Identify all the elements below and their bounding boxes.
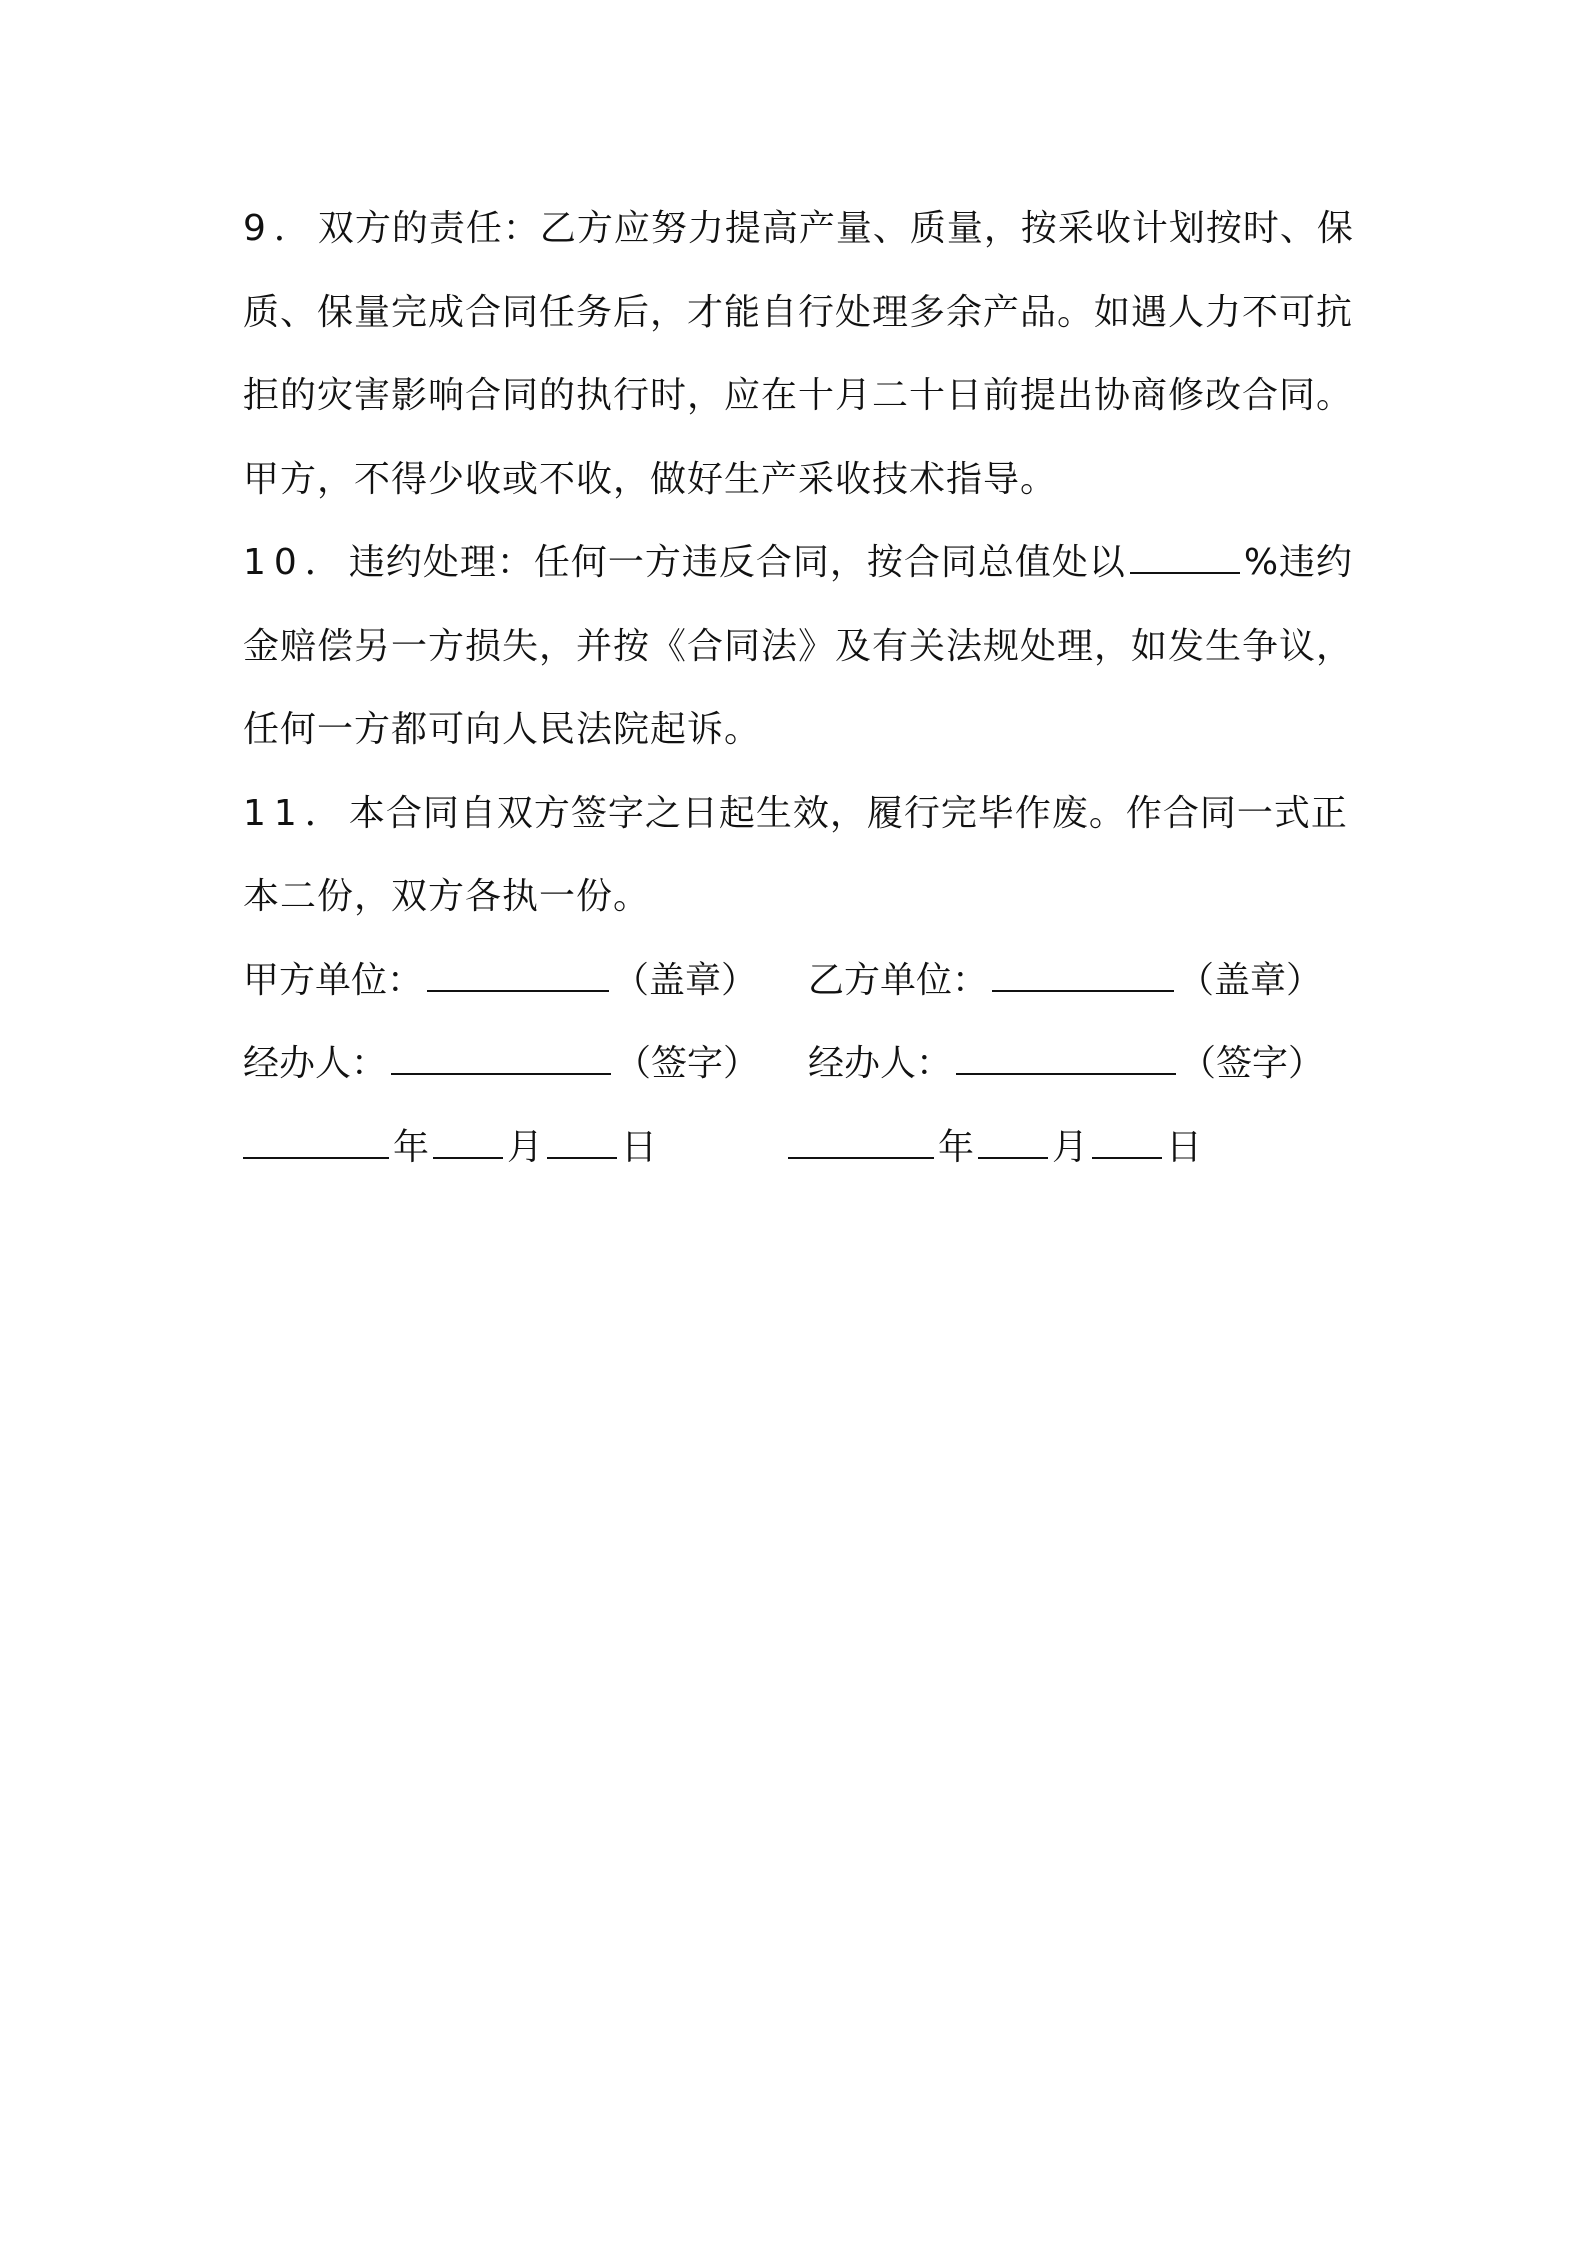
penalty-percent-blank[interactable] xyxy=(1130,534,1240,574)
party-a-month-label: 月 xyxy=(507,1126,544,1168)
party-b-year-label: 年 xyxy=(938,1126,975,1168)
party-a-unit-blank[interactable] xyxy=(427,952,609,992)
party-a-sign-note: （签字） xyxy=(615,1043,760,1084)
party-b-day-label: 日 xyxy=(1166,1126,1203,1168)
party-a-seal-note: （盖章） xyxy=(613,959,758,1001)
party-a-agent xyxy=(243,1033,759,1095)
party-a-year-label: 年 xyxy=(393,1126,430,1168)
clause-9-number: 9． xyxy=(243,208,318,249)
party-b-unit-label: 乙方单位： xyxy=(808,959,989,1001)
clause-11-line-1 xyxy=(243,783,1358,867)
party-b-day-blank[interactable] xyxy=(1092,1119,1162,1159)
clause-9-line-4: 甲方，不得少收或不收，做好生产采收技术指导。 xyxy=(243,458,1058,500)
clause-9-line-1 xyxy=(243,198,1358,282)
party-a-day-label: 日 xyxy=(621,1126,658,1168)
party-b-unit-blank[interactable] xyxy=(992,952,1174,992)
document-body xyxy=(243,198,1358,1200)
signature-agent-row xyxy=(243,1033,1358,1117)
clause-10-line-2: 金赔偿另一方损失，并按《合同法》及有关法规处理，如发生争议， xyxy=(243,625,1354,667)
clause-11-text-1: 本合同自双方签字之日起生效，履行完毕作废。作合同一式正 xyxy=(348,792,1348,834)
party-b-unit xyxy=(808,950,1322,1012)
signature-unit-row xyxy=(243,950,1358,1034)
clause-11-line-2: 本二份，双方各执一份。 xyxy=(243,876,651,917)
party-a-agent-blank[interactable] xyxy=(391,1035,611,1075)
party-b-agent-label: 经办人： xyxy=(808,1043,953,1084)
party-b-month-blank[interactable] xyxy=(978,1119,1048,1159)
party-b-agent xyxy=(808,1033,1324,1095)
party-a-day-blank[interactable] xyxy=(547,1119,617,1159)
clause-10-text-1b: %违约 xyxy=(1243,542,1354,583)
clause-10-line-3: 任何一方都可向人民法院起诉。 xyxy=(243,709,762,750)
clause-11-number: 11． xyxy=(243,792,349,834)
party-b-date xyxy=(788,1117,1202,1179)
party-a-date xyxy=(243,1117,657,1179)
clause-9-text-1: 双方的责任：乙方应努力提高产量、质量，按采收计划按时、保 xyxy=(317,208,1354,249)
party-b-sign-note: （签字） xyxy=(1180,1043,1325,1084)
party-a-month-blank[interactable] xyxy=(433,1119,503,1159)
clause-9-line-2: 质、保量完成合同任务后，才能自行处理多余产品。如遇人力不可抗 xyxy=(243,291,1354,333)
party-b-seal-note: （盖章） xyxy=(1178,959,1323,1001)
party-a-year-blank[interactable] xyxy=(243,1119,389,1159)
party-b-month-label: 月 xyxy=(1052,1126,1089,1168)
clause-9-line-3: 拒的灾害影响合同的执行时，应在十月二十日前提出协商修改合同。 xyxy=(243,375,1354,416)
party-b-year-blank[interactable] xyxy=(788,1119,934,1159)
party-a-unit-label: 甲方单位： xyxy=(243,959,424,1001)
signature-date-row xyxy=(243,1117,1358,1201)
party-b-agent-blank[interactable] xyxy=(956,1035,1176,1075)
party-a-agent-label: 经办人： xyxy=(243,1043,388,1084)
clause-10-text-1a: 违约处理：任何一方违反合同，按合同总值处以 xyxy=(348,542,1126,583)
party-a-unit xyxy=(243,950,757,1012)
clause-10-line-1 xyxy=(243,532,1358,616)
clause-10-number: 10． xyxy=(243,542,349,583)
